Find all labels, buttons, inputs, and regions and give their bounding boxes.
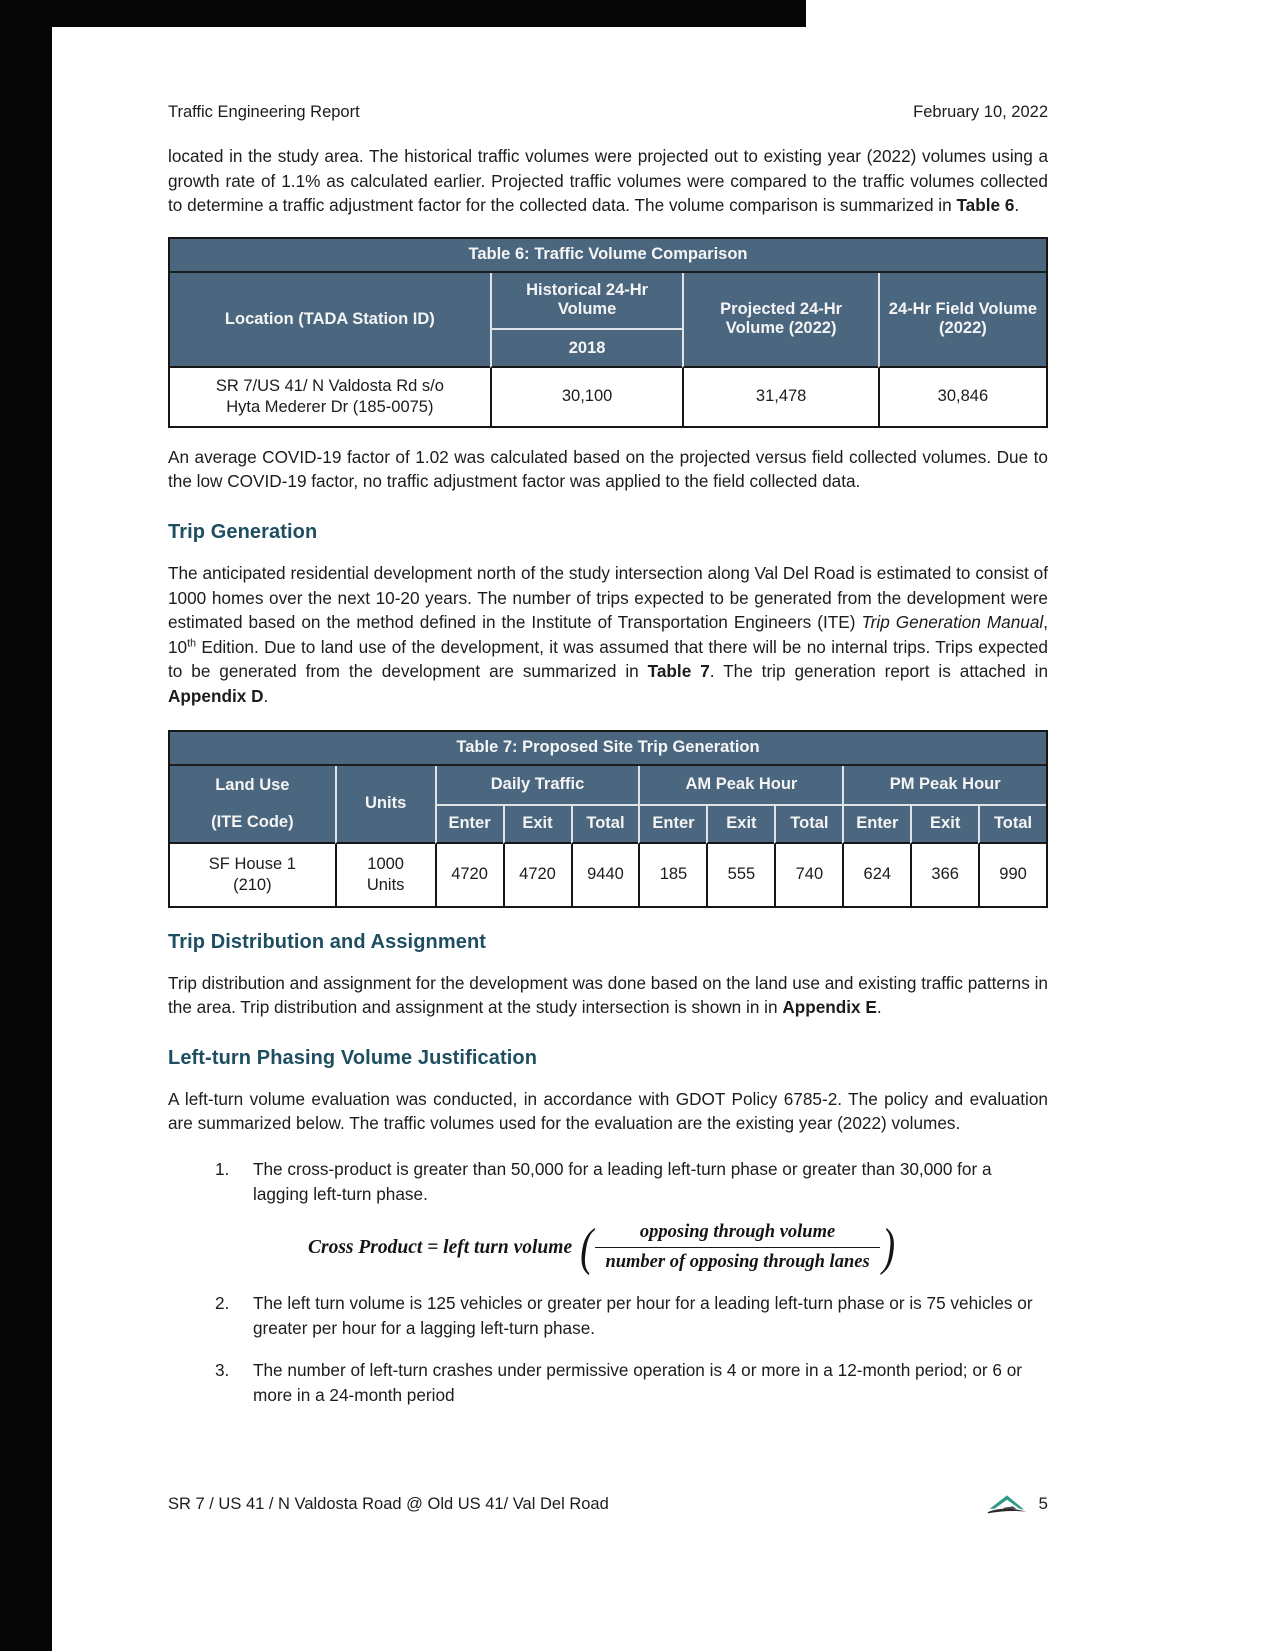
table7-daily-enter: 4720 [435, 844, 503, 906]
table7-group-am-peak: AM Peak Hour [638, 766, 842, 806]
page-footer [168, 1492, 1048, 1516]
land-use-value-line1: SF House 1 [208, 854, 296, 873]
paragraph-text: . The trip generation report is attached in [709, 661, 1049, 682]
table-6-traffic-volume-comparison [168, 237, 1048, 428]
appendix-e-reference: Appendix E [782, 997, 877, 1018]
table7-daily-exit: 4720 [503, 844, 571, 906]
paragraph-text: The anticipated residential development north of the study intersection along Val Del Road is estimated to consist of 1000 homes over the next 10-20 years. The number of trips expected to be generated from the development were estimated based on the method defined in the Institute of Transportation Engineers (ITE) [168, 562, 1048, 633]
footer-right [984, 1492, 1048, 1516]
paragraph-text: Trip distribution and assignment for the development was done based on the land use and existing traffic patterns in the area. Trip distribution and assignment at the study intersection is shown in in [168, 972, 1048, 1018]
land-use-value-line2: (210) [233, 875, 272, 894]
table7-subheader-enter: Enter [435, 806, 503, 844]
table7-am-enter: 185 [638, 844, 706, 906]
formula-denominator: number of opposing through lanes [595, 1247, 879, 1273]
table7-pm-enter: 624 [842, 844, 910, 906]
table6-field-value: 30,846 [878, 368, 1046, 426]
table7-subheader-total: Total [571, 806, 639, 844]
heading-trip-generation: Trip Generation [168, 520, 318, 543]
table6-header-year: 2018 [568, 338, 606, 357]
table7-subheader-total: Total [774, 806, 842, 844]
heading-trip-distribution: Trip Distribution and Assignment [168, 930, 487, 953]
paragraph-text: . [263, 685, 269, 706]
table7-subheader-total: Total [978, 806, 1046, 844]
table6-historical-value: 30,100 [490, 368, 683, 426]
land-use-label: Land Use [215, 775, 290, 794]
table6-header-historical [490, 273, 683, 368]
table-7-proposed-site-trip-generation [168, 730, 1048, 908]
appendix-d-reference: Appendix D [168, 685, 264, 706]
list-item-text: The cross-product is greater than 50,000 for a leading left-turn phase or greater than 30,000 for a lagging left-turn phase. [253, 1158, 992, 1204]
table7-land-use-cell [170, 844, 335, 906]
ite-code-label: (ITE Code) [211, 812, 294, 831]
paragraph-text: , 10 [168, 612, 1048, 657]
paragraph-left-turn-evaluation: A left-turn volume evaluation was conducted, in accordance with GDOT Policy 6785-2. The policy and evaluation are summarized below. The traffic volumes used for the evaluation are the existing year (2022) volumes. [168, 1088, 1048, 1134]
paragraph-volume-projection [168, 144, 1048, 218]
list-item-number: 1. [215, 1158, 230, 1179]
list-item-text: The left turn volume is 125 vehicles or greater per hour for a leading left-turn phase or is 75 vehicles or greater per hour for a lagging left-turn phase. [253, 1293, 1033, 1338]
table7-pm-total: 990 [978, 844, 1046, 906]
formula-numerator: opposing through volume [639, 1222, 836, 1243]
table7-am-total: 740 [774, 844, 842, 906]
manual-title-italic: Trip Generation Manual [861, 612, 1044, 633]
table7-pm-exit: 366 [910, 844, 978, 906]
paragraph-text: located in the study area. The historical traffic volumes were projected out to existing year (2022) volumes using a growth rate of 1.1% as calculated earlier. Projected traffic volumes were compared to the traffic volumes collected to determine a traffic adjustment factor for the collected data. The volume comparison is summarized in [168, 146, 1048, 216]
page-header [168, 103, 1048, 122]
location-line2: Hyta Mederer Dr (185-0075) [226, 397, 434, 416]
formula-lhs: Cross Product = left turn volume [308, 1236, 573, 1258]
table6-header-projected: Projected 24-Hr Volume (2022) [682, 273, 877, 368]
table7-subheader-exit: Exit [910, 806, 978, 844]
list-item-number: 3. [215, 1360, 230, 1381]
page-number: 5 [1038, 1494, 1048, 1513]
table7-header-land-use [170, 766, 335, 844]
list-item [168, 1291, 1048, 1340]
table7-subheader-exit: Exit [706, 806, 774, 844]
report-date: February 10, 2022 [913, 103, 1048, 121]
table6-data-row [170, 368, 1046, 426]
table7-title: Table 7: Proposed Site Trip Generation [170, 732, 1046, 766]
table6-header-location: Location (TADA Station ID) [170, 273, 490, 368]
table7-subheader-exit: Exit [503, 806, 571, 844]
heading-left-turn-phasing: Left-turn Phasing Volume Justification [168, 1046, 538, 1069]
list-item [168, 1358, 1048, 1407]
cross-product-formula: Cross Product = left turn volume ( $\frac{\text{opposing through volume}}{\text{number of opposing through lanes}}$ ) [308, 1218, 895, 1276]
mountain-logo-icon [984, 1492, 1030, 1516]
list-item-text: The number of left-turn crashes under permissive operation is 4 or more in a 12-month period; or 6 or more in a 24-month period [253, 1360, 1023, 1405]
units-value-line1: 1000 [367, 854, 404, 873]
table7-subheader-enter: Enter [638, 806, 706, 844]
table7-header-units: Units [335, 766, 435, 844]
units-value-line2: Units [366, 875, 405, 894]
table7-data-row [170, 844, 1046, 906]
table7-group-daily-traffic: Daily Traffic [435, 766, 639, 806]
paragraph-text: Edition. Due to land use of the development, it was assumed that there will be no internal trips. Trips expected to be generated from the development are summarized in [168, 636, 1048, 682]
table6-title: Table 6: Traffic Volume Comparison [170, 239, 1046, 273]
footer-intersection-label: SR 7 / US 41 / N Valdosta Road @ Old US 41/ Val Del Road [168, 1494, 609, 1513]
table7-units-cell [335, 844, 435, 906]
ordinal-superscript: th [187, 637, 197, 650]
table7-group-pm-peak: PM Peak Hour [842, 766, 1046, 806]
list-item [168, 1157, 1048, 1206]
paragraph-trip-generation [168, 561, 1048, 709]
table7-am-exit: 555 [706, 844, 774, 906]
paragraph-trip-distribution [168, 971, 1048, 1020]
list-item-number: 2. [215, 1293, 230, 1314]
paragraph-text: . [1014, 195, 1020, 216]
table7-daily-total: 9440 [571, 844, 639, 906]
report-title: Traffic Engineering Report [168, 103, 360, 121]
paragraph-covid-factor: An average COVID-19 factor of 1.02 was calculated based on the projected versus field collected volumes. Due to the low COVID-19 factor, no traffic adjustment factor was applied to the field collected data. [168, 446, 1048, 492]
scan-artifact-left-bar [0, 0, 52, 1651]
table7-reference: Table 7 [647, 661, 710, 682]
table6-location-cell [170, 368, 490, 426]
paragraph-text: . [876, 997, 882, 1018]
table6-reference: Table 6 [956, 195, 1015, 216]
location-line1: SR 7/US 41/ N Valdosta Rd s/o [215, 376, 444, 395]
formula-fraction [595, 1222, 879, 1273]
table6-header-historical-label: Historical 24-Hr Volume [492, 273, 683, 330]
criteria-list [168, 1157, 1048, 1408]
page-content [168, 0, 1048, 1407]
table6-projected-value: 31,478 [682, 368, 877, 426]
table6-header-field: 24-Hr Field Volume (2022) [878, 273, 1046, 368]
table7-subheader-enter: Enter [842, 806, 910, 844]
